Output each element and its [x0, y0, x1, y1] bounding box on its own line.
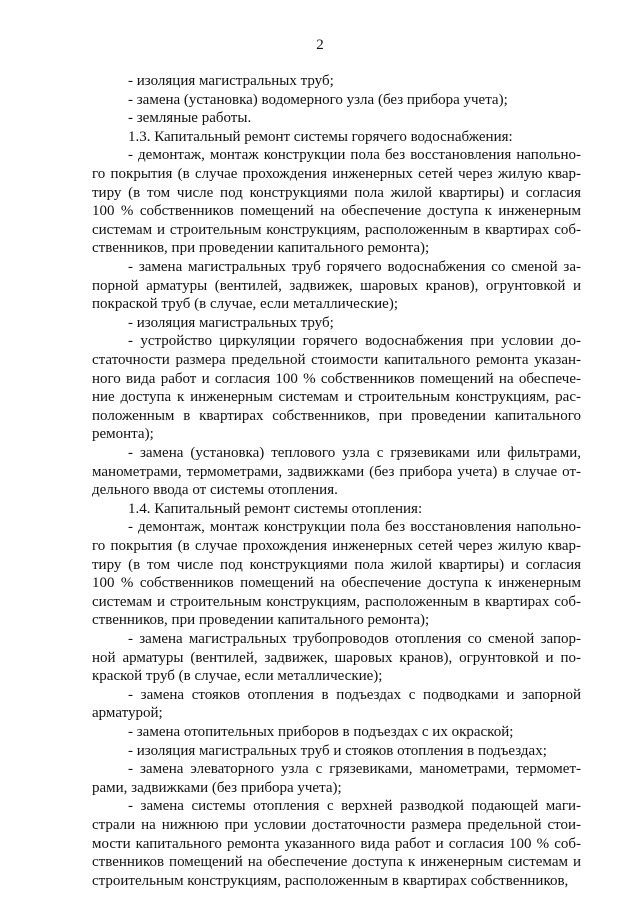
section-heading: 1.4. Капитальный ремонт системы отопления:: [128, 500, 423, 517]
page-number: 2: [316, 37, 324, 53]
text-line: - изоляция магистральных труб;: [128, 73, 334, 89]
text-line: - замена элеваторного узла с грязевиками, манометрами, термомет-: [128, 761, 581, 778]
section-heading: 1.3. Капитальный ремонт системы горячего водоснабжения:: [128, 128, 513, 145]
text-line: - замена системы отопления с верхней разводкой подающей маги-: [128, 798, 581, 815]
text-line: ной арматуры (вентилей, задвижек, шаровых кранов), огрунтовкой и по-: [92, 649, 581, 666]
text-line: го покрытия (в случае прохождения инженерных сетей через жилую квар-: [92, 538, 581, 554]
text-line: рами, задвижками (без прибора учета);: [92, 779, 342, 796]
text-line: манометрами, термометрами, задвижками (без прибора учета) в случае от-: [92, 463, 581, 480]
text-line: ственников, при проведении капитального ремонта);: [92, 612, 430, 629]
text-line: ственников, при проведении капитального ремонта);: [92, 240, 430, 257]
text-line: - земляные работы.: [128, 110, 252, 127]
text-line: статочности размера предельной стоимости капитального ремонта указан-: [92, 352, 581, 368]
text-line: покраской труб (в случае, если металлические);: [92, 296, 398, 313]
text-line: го покрытия (в случае прохождения инженерных сетей через жилую квар-: [92, 166, 581, 182]
text-line: тиру (в том числе под конструкциями пола жилой квартиры) и согласия: [92, 184, 581, 201]
text-line: - замена отопительных приборов в подъездах с их окраской;: [128, 724, 514, 740]
text-line: дельного ввода от системы отопления.: [92, 482, 338, 499]
text-line: - изоляция магистральных труб;: [128, 314, 334, 331]
text-line: арматурой;: [92, 705, 163, 722]
text-line: порной арматуры (вентилей, задвижек, шаровых кранов), огрунтовкой и: [92, 277, 581, 294]
text-line: 100 % собственников помещений на обеспечение доступа к инженерным: [92, 203, 581, 220]
text-line: ного вида работ и согласия 100 % собственников помещений на обеспече-: [92, 370, 581, 387]
text-line: - замена магистральных трубопроводов отопления со сменой запор-: [128, 631, 581, 647]
text-line: 100 % собственников помещений на обеспечение доступа к инженерным: [92, 575, 581, 592]
text-line: - изоляция магистральных труб и стояков отопления в подъездах;: [128, 742, 547, 759]
text-line: - устройство циркуляции горячего водоснабжения при условии до-: [128, 333, 581, 350]
text-line: краской труб (в случае, если металлические);: [92, 668, 383, 685]
text-line: страли на нижнюю при условии достаточности размера предельной стои-: [92, 817, 581, 833]
text-line: ремонта);: [92, 426, 154, 443]
text-line: - демонтаж, монтаж конструкции пола без восстановления напольно-: [128, 519, 581, 536]
text-line: - замена (установка) теплового узла с грязевиками или фильтрами,: [128, 445, 581, 461]
text-line: строительным конструкциям, расположенным в квартирах собственников,: [92, 872, 569, 889]
text-line: положенным в квартирах собственников, при проведении капитального: [92, 407, 581, 424]
text-line: ние доступа к инженерным системам и строительным конструкциям, рас-: [92, 389, 581, 406]
text-line: - замена стояков отопления в подъездах с подводками и запорной: [128, 686, 581, 703]
text-line: ственников помещений на обеспечение доступа к инженерным системам и: [92, 854, 581, 871]
text-line: - замена магистральных труб горячего водоснабжения со сменой за-: [128, 259, 581, 275]
text-line: системам и строительным конструкциям, расположенным в квартирах соб-: [92, 593, 581, 610]
text-line: - демонтаж, монтаж конструкции пола без восстановления напольно-: [128, 147, 581, 164]
text-line: - замена (установка) водомерного узла (без прибора учета);: [128, 91, 508, 108]
text-line: тиру (в том числе под конструкциями пола жилой квартиры) и согласия: [92, 556, 581, 573]
text-line: мости капитального ремонта указанного вида работ и согласия 100 % соб-: [92, 835, 581, 852]
text-line: системам и строительным конструкциям, расположенным в квартирах соб-: [92, 221, 581, 238]
